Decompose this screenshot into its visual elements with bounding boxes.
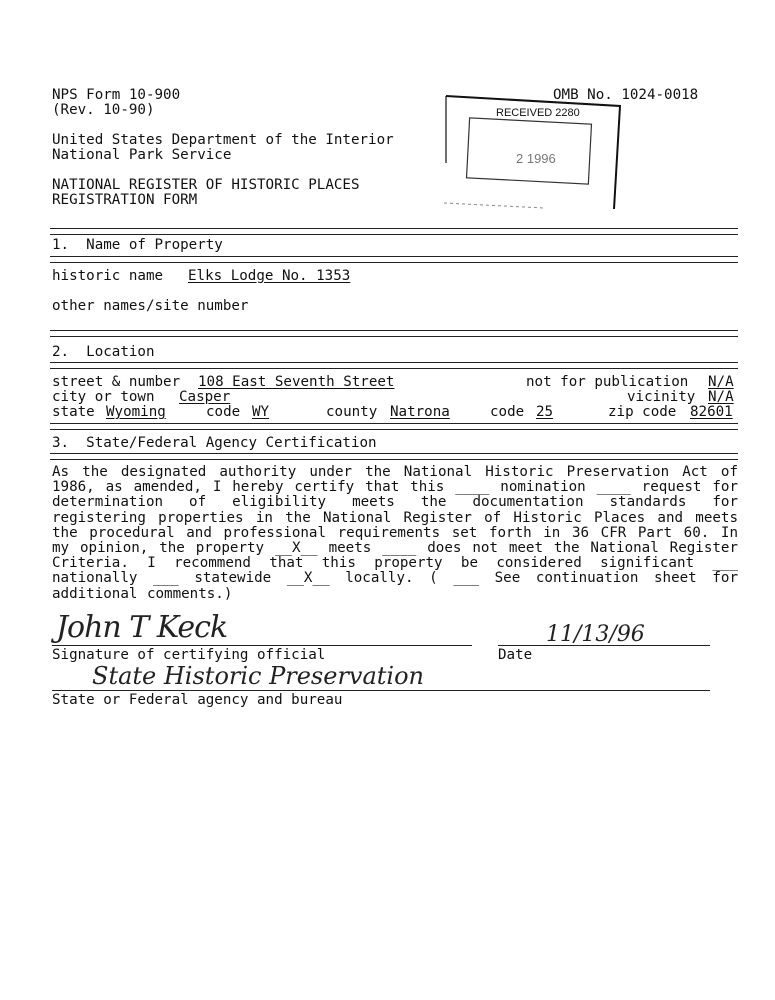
- certification-line: determination of eligibility meets the documentation standards for: [52, 494, 738, 511]
- agency-line: [52, 690, 710, 691]
- county-code-label: code: [490, 404, 525, 420]
- received-stamp: [444, 93, 622, 211]
- not-for-publication-value: N/A: [708, 374, 734, 390]
- date-label: Date: [498, 647, 533, 663]
- section-heading-location: 2. Location: [52, 344, 155, 360]
- certification-paragraph: [52, 465, 738, 602]
- certification-line: As the designated authority under the National Historic Preservation Act of: [52, 464, 738, 480]
- state-label: state: [52, 404, 95, 420]
- not-for-publication-label: not for publication: [526, 374, 689, 390]
- other-names-label: other names/site number: [52, 298, 249, 314]
- city-value: Casper: [179, 389, 231, 405]
- vicinity-value: N/A: [708, 389, 734, 405]
- certification-line: 1986, as amended, I hereby certify that this ____ nomination ____ request for: [52, 479, 738, 496]
- agency-label: State or Federal agency and bureau: [52, 692, 343, 708]
- department: United States Department of the Interior: [52, 132, 394, 148]
- zip-label: zip code: [608, 404, 677, 420]
- city-label: city or town: [52, 389, 155, 405]
- certification-line: registering properties in the National Register of Historic Places and meets: [52, 509, 738, 526]
- certification-line: Criteria. I recommend that this property be considered significant ___: [52, 555, 738, 572]
- agency-handwriting: State Historic Preservation: [92, 662, 425, 690]
- form-revision: (Rev. 10-90): [52, 102, 155, 118]
- divider-rule: [50, 453, 738, 460]
- form-title: NATIONAL REGISTER OF HISTORIC PLACES: [52, 177, 360, 193]
- historic-name-label: historic name: [52, 268, 164, 284]
- section-heading-name: 1. Name of Property: [52, 237, 223, 253]
- state-code-value: WY: [252, 404, 270, 420]
- certification-line: my opinion, the property __X__ meets ____ does not meet the National Register: [52, 540, 738, 557]
- signature-handwriting: John T Keck: [56, 610, 228, 645]
- omb-number: OMB No. 1024-0018: [553, 87, 699, 103]
- divider-rule: [50, 256, 738, 263]
- form-subtitle: REGISTRATION FORM: [52, 192, 198, 208]
- divider-rule: [50, 330, 738, 337]
- street-label: street & number: [52, 374, 181, 390]
- certification-line: the procedural and professional requirements set forth in 36 CFR Part 60. In: [52, 524, 738, 541]
- stamp-received-text: RECEIVED 2280: [496, 107, 580, 119]
- vicinity-label: vicinity: [627, 389, 696, 405]
- county-code-value: 25: [536, 404, 554, 420]
- form-number: NPS Form 10-900: [52, 87, 181, 103]
- signature-label: Signature of certifying official: [52, 647, 326, 663]
- service: National Park Service: [52, 147, 232, 163]
- state-code-label: code: [206, 404, 241, 420]
- certification-line: additional comments.): [52, 585, 233, 602]
- county-label: county: [326, 404, 378, 420]
- date-handwriting: 11/13/96: [546, 622, 645, 647]
- divider-rule: [50, 228, 738, 235]
- divider-rule: [50, 423, 738, 430]
- date-line: [498, 645, 710, 646]
- state-value: Wyoming: [106, 404, 166, 420]
- street-value: 108 East Seventh Street: [198, 374, 395, 390]
- historic-name-value: Elks Lodge No. 1353: [188, 268, 351, 284]
- section-heading-certification: 3. State/Federal Agency Certification: [52, 435, 377, 451]
- zip-value: 82601: [690, 404, 733, 420]
- county-value: Natrona: [390, 404, 450, 420]
- divider-rule: [50, 362, 738, 369]
- signature-line: [52, 645, 472, 646]
- stamp-date-text: 2 1996: [516, 151, 556, 166]
- certification-line: nationally ___ statewide __X__ locally. ( ___ See continuation sheet for: [52, 570, 738, 587]
